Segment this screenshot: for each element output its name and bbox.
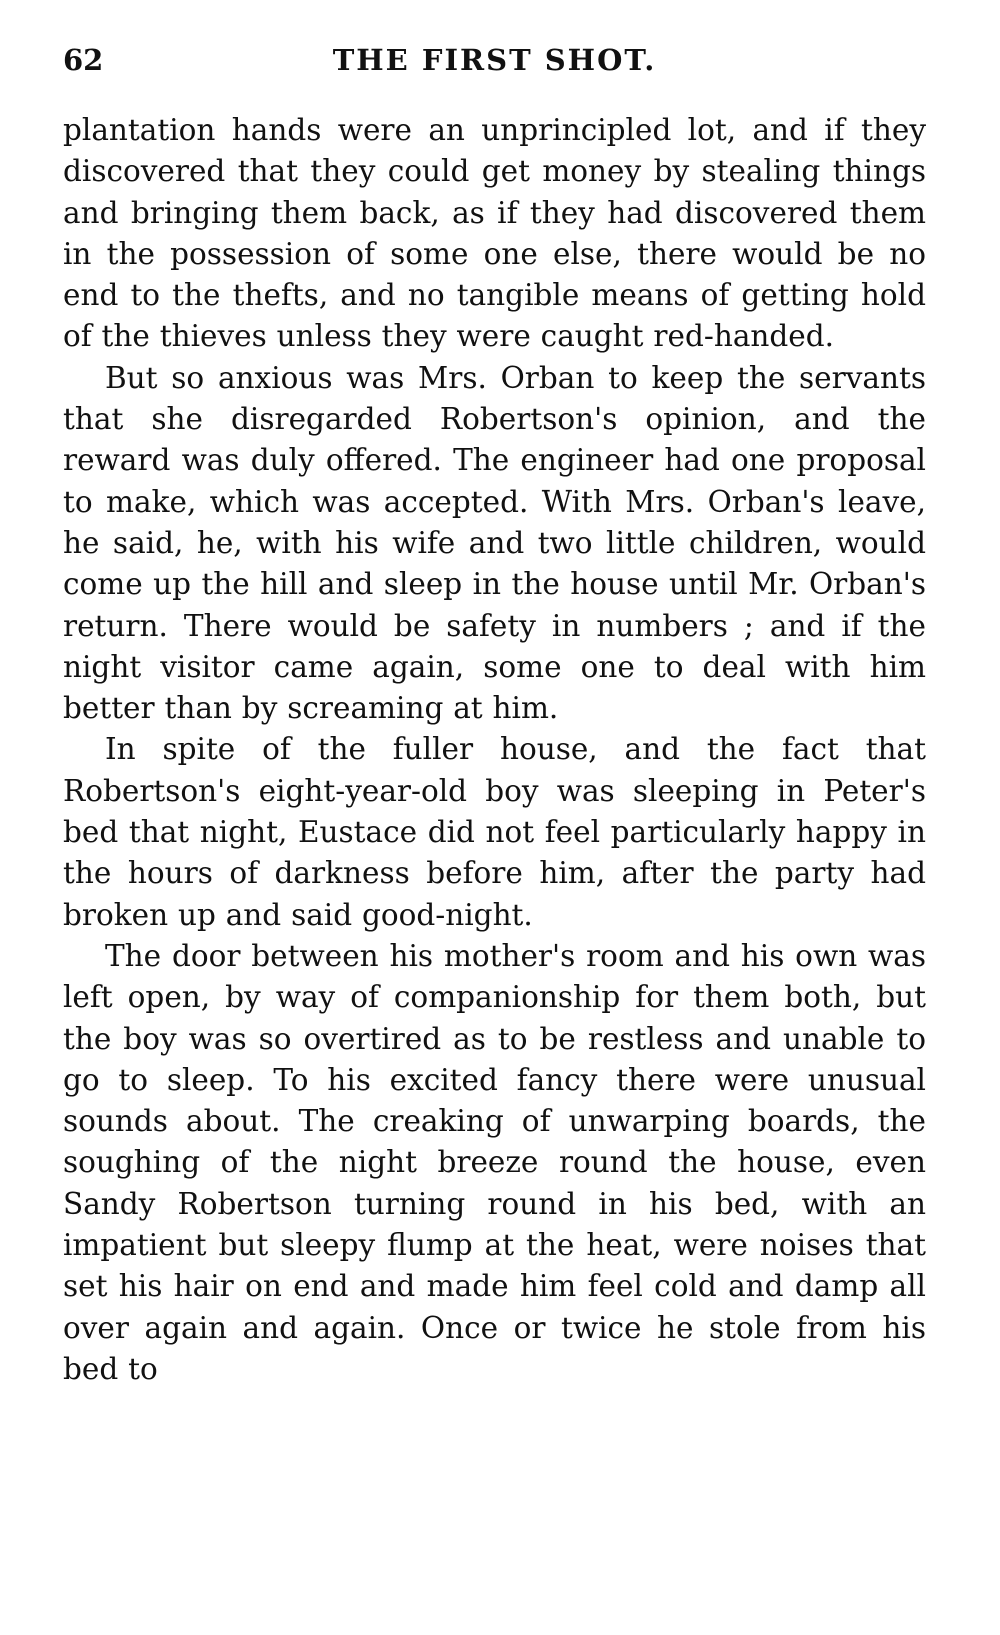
page-number: 62: [63, 43, 104, 77]
running-title: THE FIRST SHOT.: [332, 43, 657, 77]
paragraph: In spite of the fuller house, and the fact that Robertson's eight-year-old boy was sleeping in Peter's bed that night, Eustace did not feel particularly happy in the hours of darkness before him, after the party had broken up and said good-night.: [63, 732, 926, 932]
body-text: [63, 110, 926, 1390]
paragraph-continued: plantation hands were an unprincipled lot, and if they discovered that they could get money by stealing things and bringing them back, as if they had discovered them in the possession of some one else, there would be no end to the thefts, and no tangible means of getting hold of the thieves unless they were caught red-handed.: [63, 113, 926, 354]
paragraph: But so anxious was Mrs. Orban to keep the servants that she disregarded Robertson's opinion, and the reward was duly offered. The engineer had one proposal to make, which was accepted. With Mrs. Orban's leave, he said, he, with his wife and two little children, would come up the hill and sleep in the house until Mr. Orban's return. There would be safety in numbers ; and if the night visitor came again, some one to deal with him better than by screaming at him.: [63, 360, 926, 726]
running-head: [63, 40, 926, 80]
book-page: [63, 0, 926, 1635]
paragraph: The door between his mother's room and his own was left open, by way of companionship for them both, but the boy was so overtired as to be restless and unable to go to sleep. To his excited fancy there were unusual sounds about. The creaking of unwarping boards, the soughing of the night breeze round the house, even Sandy Robertson turning round in his bed, with an impatient but sleepy flump at the heat, were noises that set his hair on end and made him feel cold and damp all over again and again. Once or twice he stole from his bed to: [63, 938, 926, 1386]
